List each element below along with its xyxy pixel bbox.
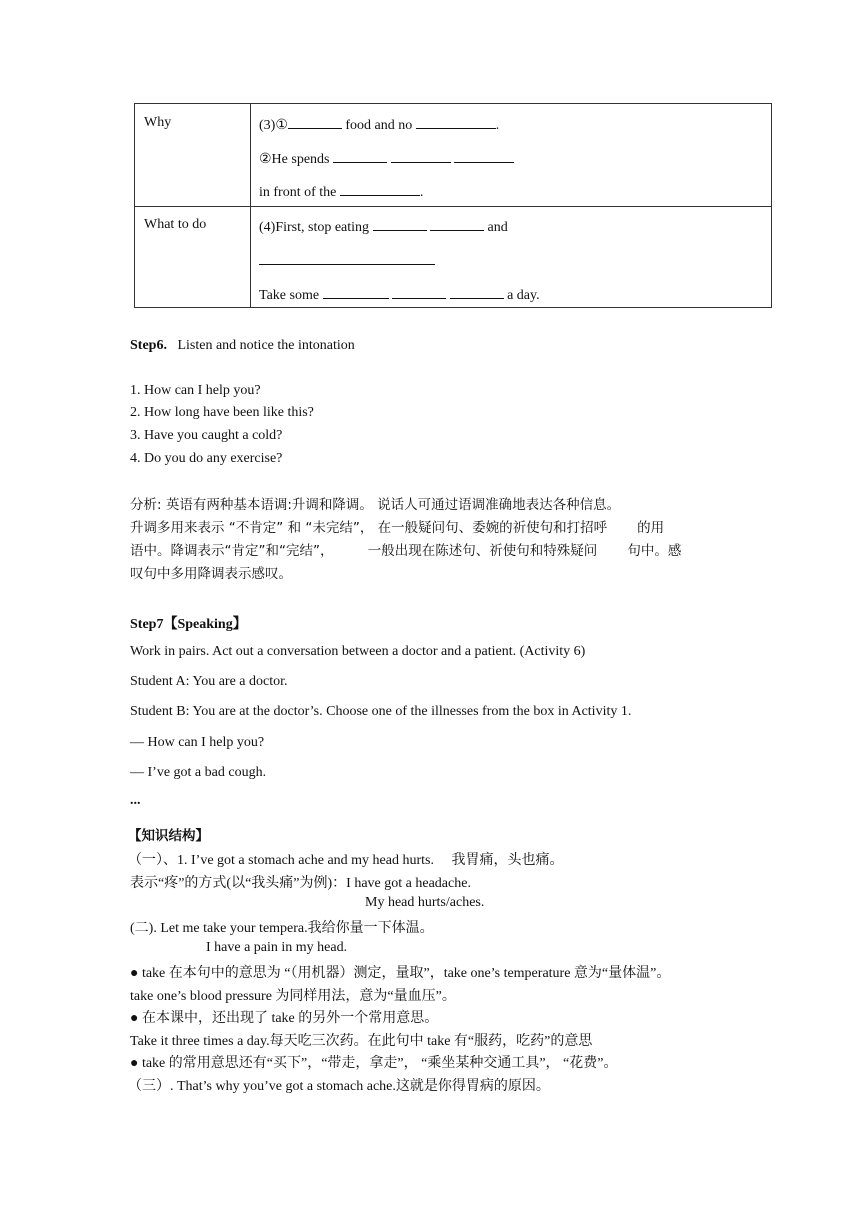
analysis-line: 语中。降调表示“肯定”和“完结”， 一般出现在陈述句、祈使句和特殊疑问 句中。感 xyxy=(130,543,682,559)
analysis-line: 分析: 英语有两种基本语调:升调和降调。 说话人可通过语调准确地表达各种信息。 xyxy=(130,497,621,513)
blank-line[interactable] xyxy=(340,182,420,196)
text-segment: . xyxy=(495,118,500,133)
row-label-what-to-do: What to do xyxy=(144,217,207,232)
step7-title: Step7【Speaking】 xyxy=(130,617,247,632)
knowledge-line: （三）. That’s why you’ve got a stomach ache.这就是你得胃病的原因。 xyxy=(128,1079,550,1094)
step6-item: 4. Do you do any exercise? xyxy=(130,451,283,466)
text-segment: and xyxy=(484,220,508,235)
blank-line[interactable] xyxy=(416,115,496,129)
blank-line[interactable] xyxy=(430,217,484,231)
illness-table xyxy=(134,103,772,308)
knowledge-line: ● take 的常用意思还有“买下”，“带走，拿走”， “乘坐某种交通工具”， “花费”。 xyxy=(130,1056,618,1071)
text-segment: (3)① xyxy=(259,118,288,133)
step7-line: — How can I help you? xyxy=(130,735,265,750)
text-segment: Take some xyxy=(259,288,323,303)
todo-line-3 xyxy=(259,285,540,304)
step6-subtitle: Listen and notice the intonation xyxy=(177,338,355,353)
analysis-line: 升调多用来表示 “不肯定” 和 “未完结”， 在一般疑问句、委婉的祈使句和打招呼 的用 xyxy=(130,520,665,536)
blank-line[interactable] xyxy=(288,115,342,129)
knowledge-line: ● take 在本句中的意思为 “（用机器）测定，量取”，take one’s temperature 意为“量体温”。 xyxy=(130,966,671,981)
knowledge-line: take one’s blood pressure 为同样用法，意为“量血压”。 xyxy=(130,989,456,1004)
step6-heading xyxy=(130,338,355,354)
step6-item: 3. Have you caught a cold? xyxy=(130,428,283,443)
text-segment: (4)First, stop eating xyxy=(259,220,373,235)
blank-line[interactable] xyxy=(259,251,313,265)
text-segment: . xyxy=(419,185,424,200)
step7-line: Student B: You are at the doctor’s. Choose one of the illnesses from the box in Activity 1. xyxy=(130,704,632,719)
blank-line[interactable] xyxy=(454,149,514,163)
step6-item: 1. How can I help you? xyxy=(130,383,261,398)
knowledge-line: My head hurts/aches. xyxy=(365,895,485,910)
knowledge-line: ● 在本课中，还出现了 take 的另外一个常用意思。 xyxy=(130,1011,439,1026)
blank-line[interactable] xyxy=(392,285,446,299)
knowledge-line: 表示“疼”的方式(以“我头痛”为例)：I have got a headache. xyxy=(130,876,471,891)
table-row-divider xyxy=(135,206,771,207)
why-line-3 xyxy=(259,182,423,201)
why-line-2 xyxy=(259,149,514,168)
blank-line[interactable] xyxy=(323,285,389,299)
knowledge-line: (二). Let me take your tempera.我给你量一下体温。 xyxy=(130,921,434,936)
text-segment: ②He spends xyxy=(259,152,333,167)
todo-line-2 xyxy=(259,251,435,270)
step7-ellipsis: ... xyxy=(130,793,141,808)
knowledge-line: Take it three times a day.每天吃三次药。在此句中 take 有“服药，吃药”的意思 xyxy=(130,1034,593,1049)
blank-line[interactable] xyxy=(391,149,451,163)
blank-line[interactable] xyxy=(333,149,387,163)
text-segment: in front of the xyxy=(259,185,340,200)
step7-line: Student A: You are a doctor. xyxy=(130,674,288,689)
step7-line: Work in pairs. Act out a conversation between a doctor and a patient. (Activity 6) xyxy=(130,644,586,659)
blank-line[interactable] xyxy=(381,251,435,265)
knowledge-line: I have a pain in my head. xyxy=(206,940,348,955)
todo-line-1 xyxy=(259,217,508,236)
text-segment: food and no xyxy=(341,118,416,133)
step6-item: 2. How long have been like this? xyxy=(130,405,314,420)
knowledge-line: （一）、1. I’ve got a stomach ache and my head hurts. 我胃痛，头也痛。 xyxy=(128,853,564,868)
analysis-line: 叹句中多用降调表示感叹。 xyxy=(130,566,292,582)
blank-line[interactable] xyxy=(373,217,427,231)
row-label-why: Why xyxy=(144,115,172,130)
knowledge-title: 【知识结构】 xyxy=(128,828,209,844)
blank-line[interactable] xyxy=(313,251,381,265)
text-segment: a day. xyxy=(503,288,540,303)
why-line-1 xyxy=(259,115,499,134)
blank-line[interactable] xyxy=(450,285,504,299)
step6-title: Step6. xyxy=(130,338,167,353)
step7-line: — I’ve got a bad cough. xyxy=(130,765,267,780)
